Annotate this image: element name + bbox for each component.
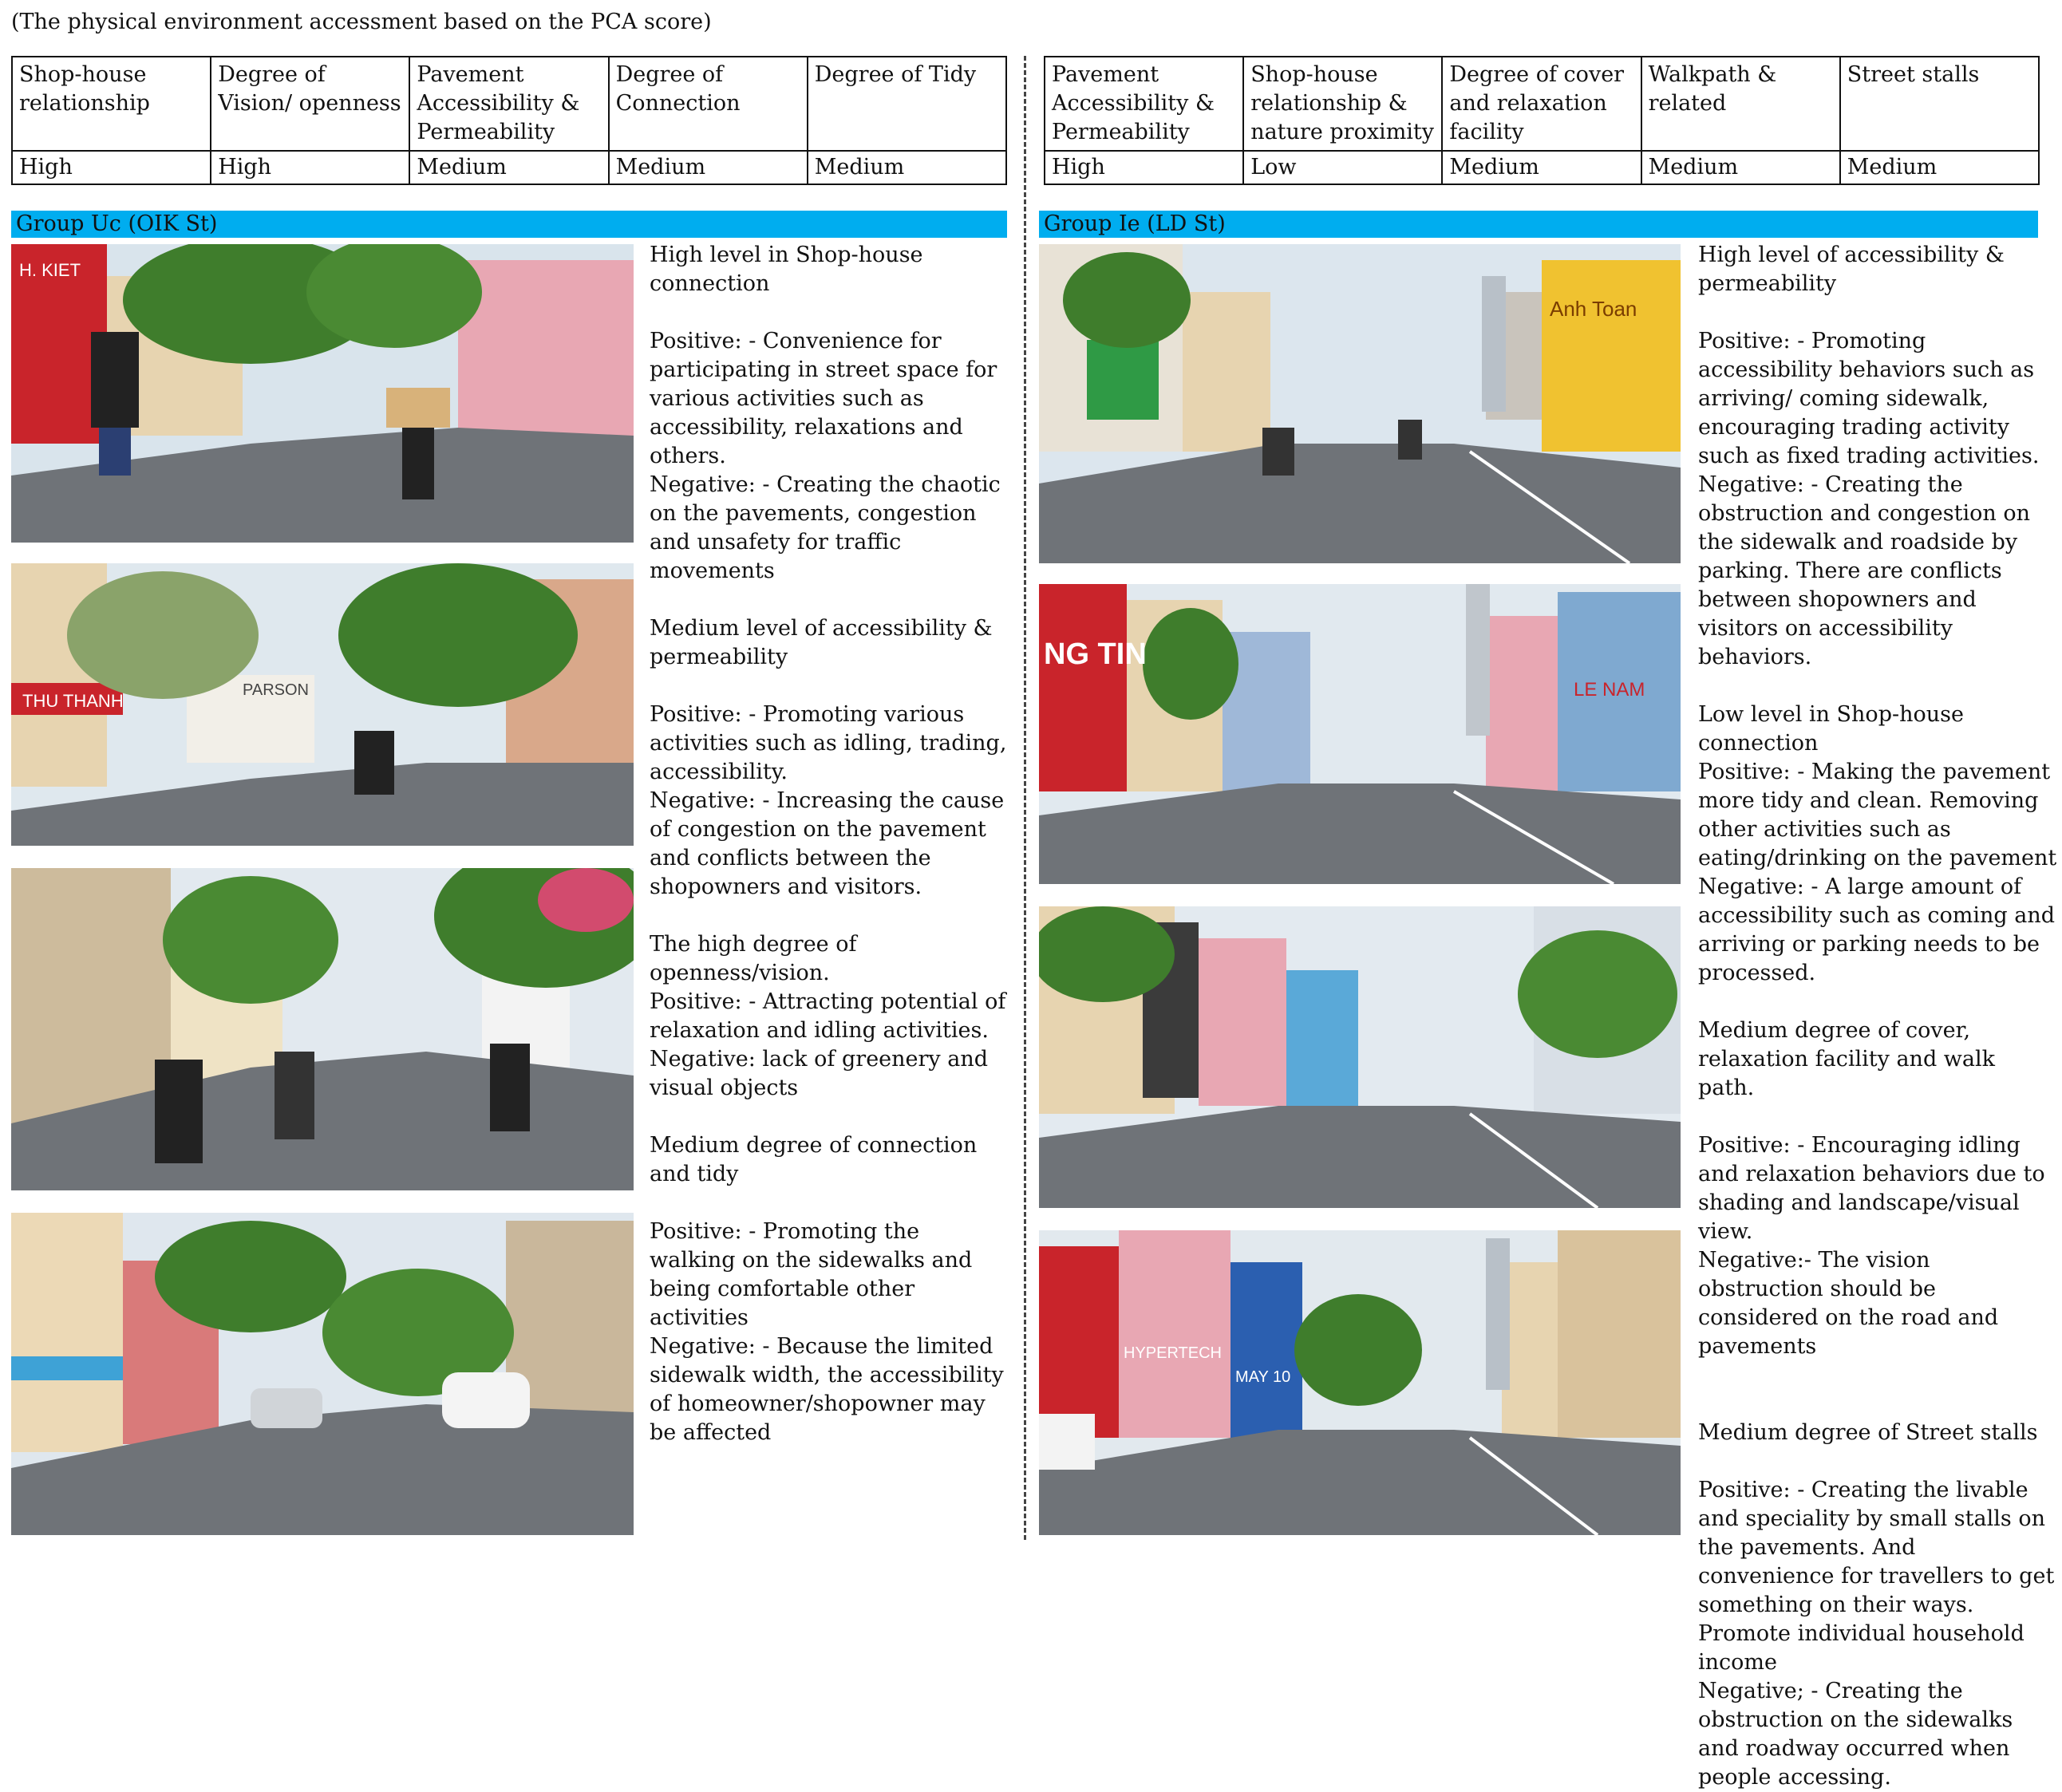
positive-text: Positive: - Promoting various activities such as idling, trading, accessibility. bbox=[650, 702, 1007, 784]
street-photo-icon bbox=[1039, 584, 1681, 884]
negative-text: Negative: - Because the limited sidewalk width, the accessibility of homeowner/shopowner may be affected bbox=[650, 1334, 1004, 1445]
left-header-cell: Degree of Connection bbox=[609, 57, 808, 151]
positive-text: Positive: - Promoting the walking on the sidewalks and being comfortable other activities bbox=[650, 1219, 973, 1330]
right-header-cell: Degree of cover and relaxation facility bbox=[1442, 57, 1641, 151]
section-heading: Medium degree of cover, relaxation facility and walk path. bbox=[1698, 1018, 1996, 1100]
negative-text: Negative: - Creating the obstruction and congestion on the sidewalk and roadside by parking. There are conflicts between shopowners and visitors on accessibility behaviors. bbox=[1698, 472, 2030, 669]
left-score-table bbox=[11, 56, 1007, 185]
right-description bbox=[1698, 241, 2057, 1792]
right-group-title: Group Ie (LD St) bbox=[1039, 211, 2038, 238]
right-street-photo-3 bbox=[1039, 906, 1681, 1208]
positive-text: Positive: - Creating the livable and speciality by small stalls on the pavements. And convenience for travellers to get something on their ways. Promote individual household income bbox=[1698, 1478, 2055, 1675]
left-value-cell: High bbox=[211, 151, 409, 184]
left-header-cell: Degree of Tidy bbox=[808, 57, 1006, 151]
section-heading: High level in Shop-house connection bbox=[650, 243, 923, 296]
section-heading: High level of accessibility & permeability bbox=[1698, 243, 2005, 296]
sign-text: THU THANH bbox=[22, 691, 124, 711]
negative-text: Negative:- The vision obstruction should be considered on the road and pavements bbox=[1698, 1248, 1999, 1359]
right-value-cell: Medium bbox=[1840, 151, 2039, 184]
right-street-photo-1 bbox=[1039, 244, 1681, 563]
right-street-photo-4 bbox=[1039, 1230, 1681, 1535]
left-header-cell: Degree of Vision/ openness bbox=[211, 57, 409, 151]
left-header-cell: Shop-house relationship bbox=[12, 57, 211, 151]
right-header-cell: Walkpath & related bbox=[1641, 57, 1840, 151]
sign-text: NG TIN bbox=[1044, 637, 1147, 671]
sign-text: Anh Toan bbox=[1550, 297, 1637, 321]
street-photo-icon bbox=[1039, 244, 1681, 563]
sign-text: PARSON bbox=[243, 681, 309, 699]
street-photo-icon bbox=[11, 1213, 634, 1535]
left-street-photo-2 bbox=[11, 563, 634, 846]
left-description bbox=[650, 241, 1009, 1447]
right-value-cell: Low bbox=[1243, 151, 1442, 184]
right-score-table bbox=[1044, 56, 2040, 185]
left-street-photo-1 bbox=[11, 244, 634, 543]
sign-text: HYPERTECH bbox=[1124, 1344, 1222, 1362]
street-photo-icon bbox=[11, 244, 634, 543]
figure-caption: (The physical environment accessment based on the PCA score) bbox=[11, 10, 712, 34]
left-value-cell: Medium bbox=[808, 151, 1006, 184]
right-header-cell: Pavement Accessibility & Permeability bbox=[1045, 57, 1243, 151]
positive-text: Positive: - Attracting potential of relaxation and idling activities. bbox=[650, 989, 1006, 1043]
street-photo-icon bbox=[1039, 906, 1681, 1208]
negative-text: Negative: lack of greenery and visual objects bbox=[650, 1047, 989, 1100]
right-value-cell: High bbox=[1045, 151, 1243, 184]
section-heading: Medium level of accessibility & permeability bbox=[650, 616, 993, 669]
right-street-photo-2 bbox=[1039, 584, 1681, 884]
left-street-photo-4 bbox=[11, 1213, 634, 1535]
positive-text: Positive: - Encouraging idling and relaxation behaviors due to shading and landscape/visual view. bbox=[1698, 1133, 2045, 1244]
right-header-cell: Shop-house relationship & nature proximity bbox=[1243, 57, 1442, 151]
section-heading: Low level in Shop-house connection bbox=[1698, 702, 1964, 756]
section-heading: The high degree of openness/vision. bbox=[650, 932, 857, 985]
left-value-cell: High bbox=[12, 151, 211, 184]
street-photo-icon bbox=[11, 868, 634, 1190]
right-value-cell: Medium bbox=[1641, 151, 1840, 184]
right-value-cell: Medium bbox=[1442, 151, 1641, 184]
left-group-title: Group Uc (OIK St) bbox=[11, 211, 1007, 238]
negative-text: Negative: - Increasing the cause of congestion on the pavement and conflicts between the shopowners and visitors. bbox=[650, 788, 1005, 899]
section-heading: Medium degree of Street stalls bbox=[1698, 1420, 2038, 1445]
street-photo-icon bbox=[11, 563, 634, 846]
left-header-cell: Pavement Accessibility & Permeability bbox=[409, 57, 608, 151]
negative-text: Negative: - A large amount of accessibility such as coming and arriving or parking needs to be processed. bbox=[1698, 874, 2056, 985]
right-header-cell: Street stalls bbox=[1840, 57, 2039, 151]
positive-text: Positive: - Making the pavement more tidy and clean. Removing other activities such as eating/drinking on the pavement bbox=[1698, 760, 2057, 870]
negative-text: Negative: - Creating the chaotic on the pavements, congestion and unsafety for traffic movements bbox=[650, 472, 1001, 583]
negative-text: Negative; - Creating the obstruction on the sidewalks and roadway occurred when people accessing. bbox=[1698, 1679, 2013, 1790]
street-photo-icon bbox=[1039, 1230, 1681, 1535]
sign-text: MAY 10 bbox=[1235, 1368, 1291, 1386]
sign-text: LE NAM bbox=[1574, 679, 1645, 701]
column-divider bbox=[1024, 56, 1026, 1540]
sign-text: H. KIET bbox=[19, 260, 81, 280]
positive-text: Positive: - Promoting accessibility behaviors such as arriving/ coming sidewalk, encouraging trading activity such as fixed trading activities. bbox=[1698, 329, 2040, 468]
left-value-cell: Medium bbox=[409, 151, 608, 184]
left-value-cell: Medium bbox=[609, 151, 808, 184]
section-heading: Medium degree of connection and tidy bbox=[650, 1133, 978, 1186]
left-street-photo-3 bbox=[11, 868, 634, 1190]
positive-text: Positive: - Convenience for participating in street space for various activities such as accessibility, relaxations and others. bbox=[650, 329, 997, 468]
